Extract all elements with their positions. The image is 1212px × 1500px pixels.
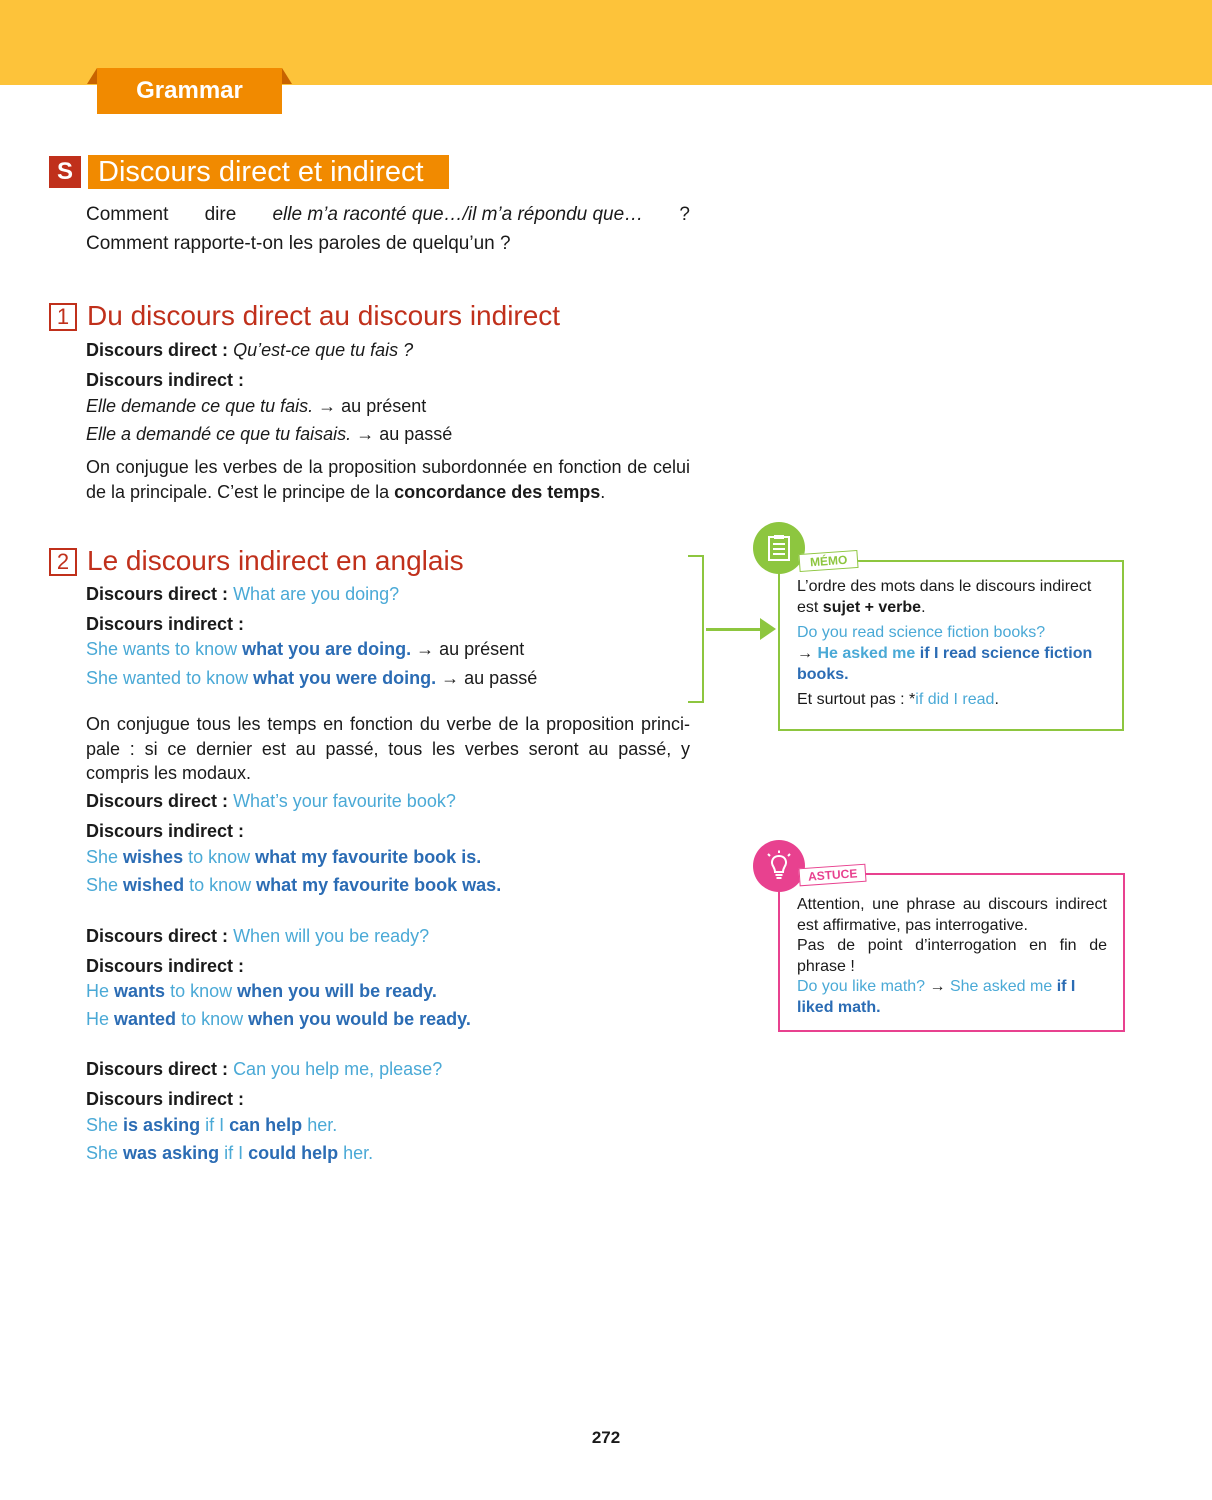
direct-value: Qu’est-ce que tu fais ? (233, 340, 414, 360)
text: L’ordre des mots dans le discours indirect est (797, 578, 1092, 616)
para-text: On conjugue les verbes de la proposition subordonnée en fonction de celui de la principale. C’est le principe de la (86, 457, 690, 502)
part2-c-line-1 (86, 981, 437, 1002)
astuce-label: ASTUCE (798, 864, 866, 887)
question: Do you like math? (797, 978, 926, 995)
object: her. (307, 1115, 338, 1135)
to-know: to know (189, 875, 252, 895)
arrow-icon: → (929, 978, 946, 995)
reporting-clause: He asked me (817, 645, 916, 662)
subject: She (86, 1115, 119, 1135)
wrong-form: if did I read (915, 691, 995, 708)
section-title: Discours direct et indirect (88, 155, 449, 189)
example-text: Elle demande ce que tu fais. (86, 396, 314, 416)
intro-word: dire (204, 204, 237, 225)
modal-verb: could help (248, 1143, 339, 1163)
direct-label: Discours direct : (86, 584, 229, 604)
intro-word: ? (679, 204, 690, 225)
part1-example-2 (86, 424, 452, 445)
para-text: . (600, 482, 606, 502)
to-know: to know (170, 981, 233, 1001)
part2-a-line-1 (86, 639, 524, 660)
direct-label: Discours direct : (86, 1059, 229, 1079)
lightbulb-icon (753, 840, 805, 892)
arrow-icon: → (797, 645, 813, 662)
direct-value: When will you be ready? (233, 926, 430, 946)
direct-label: Discours direct : (86, 791, 229, 811)
direct-value: What are you doing? (233, 584, 400, 604)
if-clause: if I (205, 1115, 225, 1135)
part2-d-line-1 (86, 1115, 337, 1136)
part2-title: Le discours indirect en anglais (87, 545, 464, 576)
part1-indirect-label: Discours indirect : (86, 370, 245, 390)
tense-note: → au passé (356, 424, 453, 444)
verb: wanted (114, 1009, 177, 1029)
tense-note: → au présent (416, 639, 525, 659)
part2-a-indirect-label: Discours indirect : (86, 614, 245, 634)
arrow-right-icon (760, 618, 776, 640)
reported-clause: what my favourite book is. (255, 847, 482, 867)
part1-number: 1 (49, 303, 77, 331)
verb: was asking (123, 1143, 220, 1163)
arrow-line (706, 628, 764, 631)
intro-italic: elle m’a raconté que…/il m’a répondu que… (272, 204, 644, 225)
direct-label: Discours direct : (86, 340, 229, 360)
memo-rule (797, 576, 1109, 618)
part2-c-line-2 (86, 1009, 471, 1030)
reported-clause: what my favourite book was. (256, 875, 502, 895)
astuce-line: Attention, une phrase au discours indirect est affirmative, pas interrogative. (797, 896, 1107, 934)
object: her. (343, 1143, 374, 1163)
part2-c-indirect-label: Discours indirect : (86, 956, 245, 976)
reported-clause: if I read science fiction books. (797, 645, 1093, 683)
astuce-text (797, 895, 1107, 1018)
text: . (994, 691, 999, 708)
part2-b-line-2 (86, 875, 501, 896)
tab-ear-right (282, 68, 292, 84)
to-know: to know (181, 1009, 244, 1029)
tense-note: → au passé (441, 668, 538, 688)
subject: She (86, 847, 119, 867)
memo-label: MÉMO (798, 550, 858, 572)
part2-a-line-2 (86, 668, 537, 689)
part1-direct (86, 340, 413, 361)
tense-note: → au présent (318, 396, 427, 416)
part1-example-1 (86, 396, 426, 417)
reported-clause: when you would be ready. (248, 1009, 471, 1029)
intro-line-2: Comment rapporte-t-on les paroles de quelqu’un ? (86, 233, 511, 254)
subject: He (86, 1009, 110, 1029)
part2-c-direct (86, 926, 429, 947)
intro-word: Comment (86, 204, 169, 225)
subject: She (86, 875, 119, 895)
part2-b-line-1 (86, 847, 481, 868)
memo-answer (797, 643, 1109, 685)
astuce-line: Pas de point d’interrogation en fin de phrase ! (797, 937, 1107, 975)
example-text: Elle a demandé ce que tu faisais. (86, 424, 352, 444)
intro-line-1 (86, 200, 690, 229)
reporting-clause: She asked me (949, 978, 1053, 995)
direct-label: Discours direct : (86, 926, 229, 946)
text: Et surtout pas : * (797, 691, 916, 708)
astuce-example (797, 977, 1107, 1018)
direct-value: Can you help me, please? (233, 1059, 443, 1079)
verb: wished (123, 875, 185, 895)
part1-title: Du discours direct au discours indirect (87, 300, 561, 331)
page-number: 272 (591, 1428, 621, 1447)
tab-ear-left (87, 68, 97, 84)
bold-text: sujet + verbe (822, 599, 922, 616)
part2-d-direct (86, 1059, 442, 1080)
part2-a-direct (86, 584, 399, 605)
reporting-clause: She wants to know (86, 639, 238, 659)
verb: is asking (123, 1115, 201, 1135)
reporting-clause: She wanted to know (86, 668, 249, 688)
part2-paragraph: On conjugue tous les temps en fonction du verbe de la proposition princi-pale : si ce dernier est au passé, tous les verbes seront au passé, y compris les modaux. (86, 714, 690, 783)
para-bold: concordance des temps (394, 482, 601, 502)
reported-clause: when you will be ready. (237, 981, 437, 1001)
modal-verb: can help (229, 1115, 303, 1135)
text: . (921, 599, 926, 616)
memo-question: Do you read science fiction books? (797, 624, 1046, 641)
part2-d-line-2 (86, 1143, 373, 1164)
direct-value: What’s your favourite book? (233, 791, 456, 811)
part1-paragraph (86, 455, 690, 505)
verb: wants (114, 981, 166, 1001)
grammar-tab[interactable]: Grammar (97, 68, 282, 114)
part2-b-direct (86, 791, 456, 812)
if-clause: if I (224, 1143, 244, 1163)
reported-clause: if I liked math. (797, 978, 1076, 1016)
subject: She (86, 1143, 119, 1163)
reported-clause: what you are doing. (242, 639, 412, 659)
subject: He (86, 981, 110, 1001)
part2-d-indirect-label: Discours indirect : (86, 1089, 245, 1109)
notepad-icon (753, 522, 805, 574)
memo-text (797, 576, 1109, 710)
part2-number: 2 (49, 548, 77, 576)
to-know: to know (188, 847, 251, 867)
bracket (688, 555, 704, 703)
intro (86, 200, 690, 258)
memo-warning (797, 689, 1109, 710)
part2-b-indirect-label: Discours indirect : (86, 821, 245, 841)
section-badge: S (49, 156, 81, 188)
reported-clause: what you were doing. (253, 668, 437, 688)
verb: wishes (123, 847, 184, 867)
